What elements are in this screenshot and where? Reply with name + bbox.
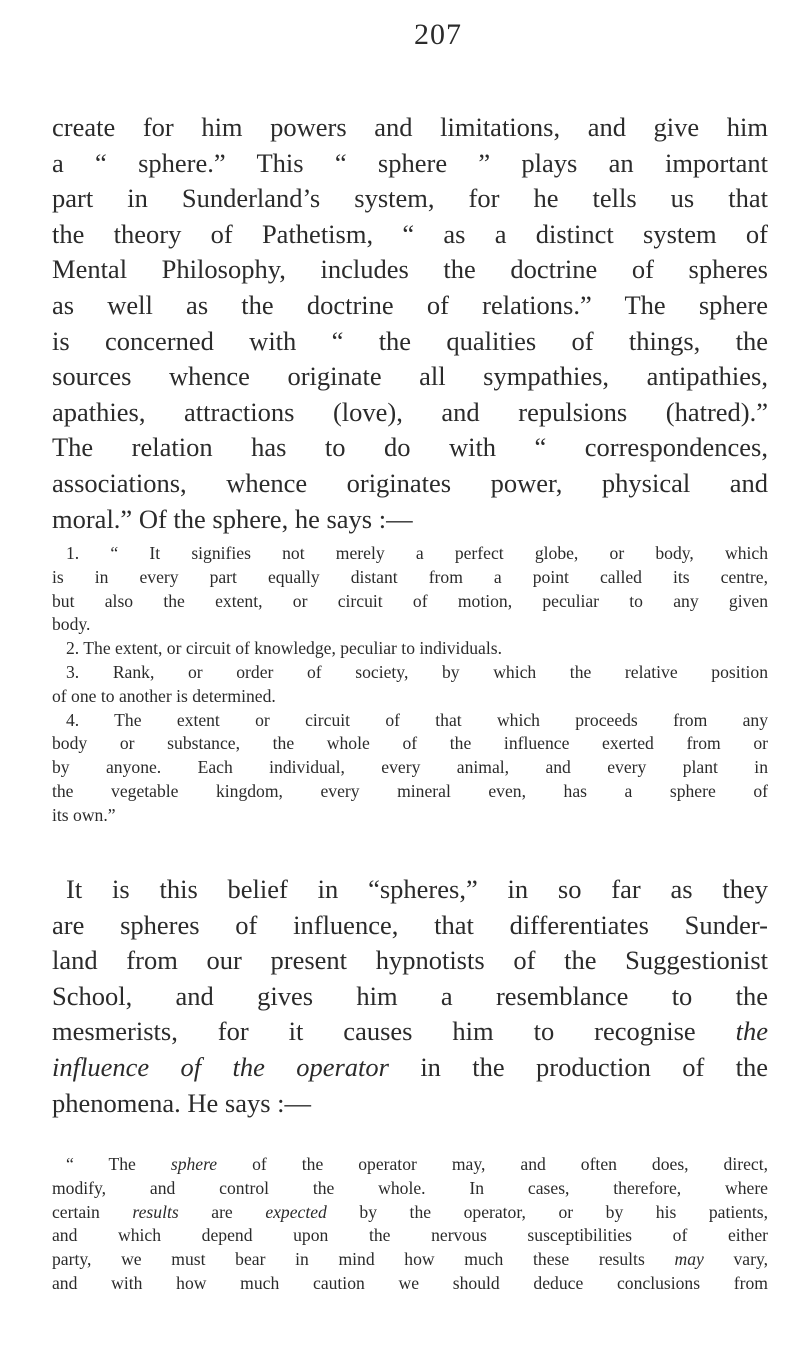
main-paragraph [52,872,768,1121]
intro-line: as well as the doctrine of relations.” The sphere [52,289,768,320]
quote-italic: expected [265,1201,327,1222]
main-line-text: in the production of the [420,1051,768,1082]
definition-line: is in every part equally distant from a point called its centre, [52,566,768,587]
definition-line: of one to another is determined. [52,685,276,706]
italic-word: the [735,1016,768,1047]
quote-line [52,1153,768,1177]
main-line: It is this belief in “spheres,” in so far as they [66,874,768,904]
definition-item [52,542,768,637]
definition-line: 2. The extent, or circuit of knowledge, peculiar to individuals. [66,638,502,659]
intro-line: Mental Philosophy, includes the doctrine of spheres [52,254,768,285]
intro-line: The relation has to do with “ correspondences, [52,432,768,463]
definition-line: its own.” [52,804,116,825]
definition-line: but also the extent, or circuit of motion, peculiar to any given [52,590,768,611]
intro-line: create for him powers and limitations, and give him [52,112,768,142]
quote-block [52,1153,768,1296]
page-number: 207 [414,18,462,51]
main-line: are spheres of influence, that differentiates Sunder- [52,909,768,940]
main-line-text: mesmerists, for it causes him to recognise [52,1016,696,1047]
quote-line: and which depend upon the nervous susceptibilities of either [52,1225,768,1246]
intro-paragraph [52,110,768,537]
book-page [52,0,768,1357]
definition-line: 1. “ It signifies not merely a perfect globe, or body, which [66,543,768,563]
quote-text: vary, [733,1249,768,1270]
quote-italic: sphere [170,1154,218,1174]
definition-item [52,637,768,661]
quote-text: party, we must bear in mind how much these results [52,1249,645,1270]
main-line [52,1050,768,1086]
intro-line: the theory of Pathetism, “ as a distinct system of [52,218,768,249]
definition-line: 4. The extent or circuit of that which proceeds from any [66,709,768,730]
quote-italic: may [674,1249,704,1270]
definition-line: body. [52,614,91,635]
quote-text: of the operator may, and often does, direct, [252,1154,768,1174]
definitions-list [52,542,768,828]
quote-text: by the operator, or by his patients, [359,1201,768,1222]
italic-phrase: influence of the operator [52,1051,389,1082]
intro-line: moral.” Of the sphere, he says :— [52,503,413,534]
quote-text: “ The [66,1154,136,1174]
intro-line: associations, whence originates power, physical and [52,467,768,498]
intro-line: a “ sphere.” This “ sphere ” plays an important [52,147,768,178]
quote-line: modify, and control the whole. In cases, therefore, where [52,1177,768,1198]
definition-line: 3. Rank, or order of society, by which the relative position [66,661,768,682]
intro-line: apathies, attractions (love), and repulsions (hatred).” [52,396,768,427]
definition-item [52,709,768,828]
quote-line [52,1248,768,1272]
main-line: land from our present hypnotists of the Suggestionist [52,945,768,976]
intro-line: sources whence originate all sympathies, antipathies, [52,361,768,392]
main-line: School, and gives him a resemblance to the [52,980,768,1011]
intro-line: is concerned with “ the qualities of things, the [52,325,768,356]
definition-line: the vegetable kingdom, every mineral even, has a sphere of [52,780,768,801]
quote-text: are [211,1201,233,1222]
quote-text: certain [52,1201,100,1222]
quote-line [52,1201,768,1225]
main-line: phenomena. He says :— [52,1087,312,1118]
definition-item [52,661,768,709]
definition-line: by anyone. Each individual, every animal, and every plant in [52,757,768,778]
quote-italic: results [132,1201,179,1222]
definition-line: body or substance, the whole of the influence exerted from or [52,733,768,754]
main-line [52,1014,768,1050]
quote-line: and with how much caution we should deduce conclusions from [52,1272,768,1293]
intro-line: part in Sunderland’s system, for he tells us that [52,183,768,214]
